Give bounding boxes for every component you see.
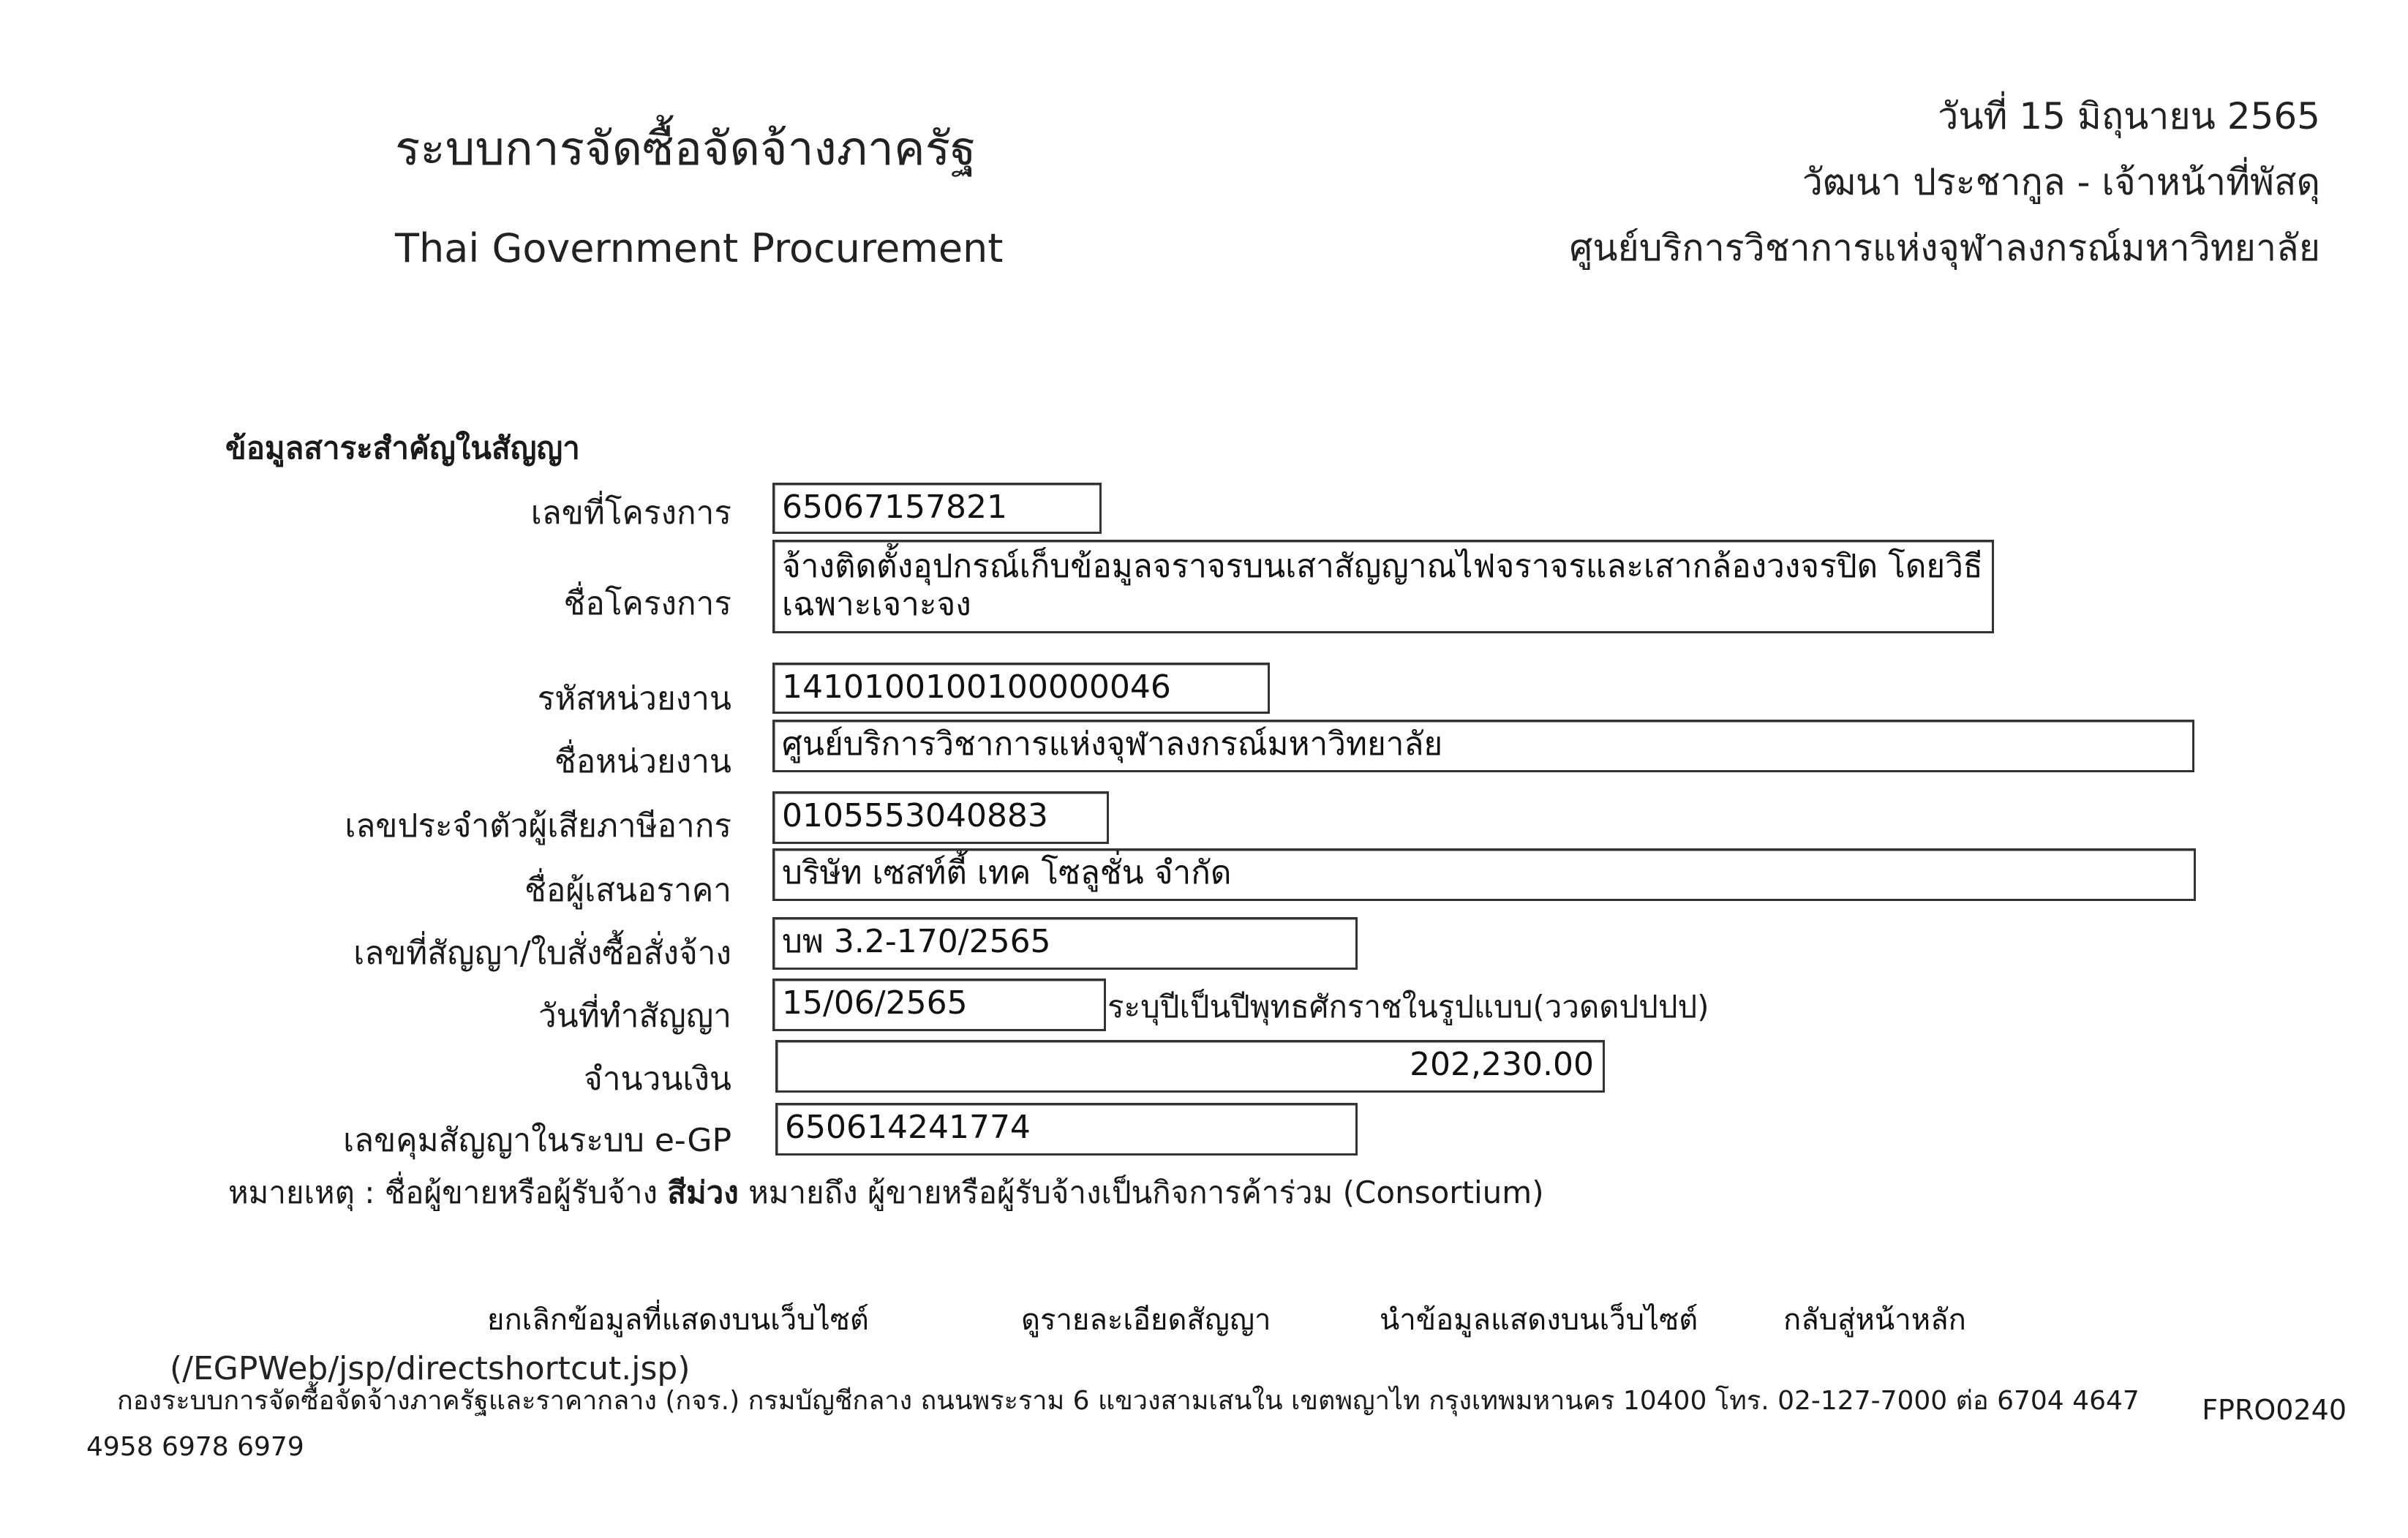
agency-code-field[interactable]: 1410100100100000046 <box>772 663 1270 714</box>
contract-date-field[interactable]: 15/06/2565 <box>772 979 1106 1031</box>
amount-field[interactable]: 202,230.00 <box>775 1040 1605 1093</box>
header-date: วันที่ 15 มิถุนายน 2565 <box>1938 95 2320 137</box>
note-highlight: สีม่วง <box>667 1175 739 1210</box>
form-code: FPRO0240 <box>2202 1394 2347 1426</box>
cancel-display-link[interactable]: ยกเลิกข้อมูลที่แสดงบนเว็บไซต์ <box>487 1303 869 1337</box>
contract-no-label: เลขที่สัญญา/ใบสั่งซื้อสั่งจ้าง <box>353 935 731 972</box>
footer-phone-ext: 4958 6978 6979 <box>86 1432 304 1462</box>
header-department: ศูนย์บริการวิชาการแห่งจุฬาลงกรณ์มหาวิทยาลัย <box>1569 227 2320 269</box>
note-prefix: หมายเหตุ : ชื่อผู้ขายหรือผู้รับจ้าง <box>228 1175 668 1210</box>
egp-no-label: เลขคุมสัญญาในระบบ e-GP <box>343 1122 731 1159</box>
agency-name-field[interactable]: ศูนย์บริการวิชาการแห่งจุฬาลงกรณ์มหาวิทยาลัย <box>772 720 2194 772</box>
system-title-thai: ระบบการจัดซื้อจัดจ้างภาครัฐ <box>395 122 977 176</box>
consortium-note <box>228 1169 1544 1217</box>
section-heading: ข้อมูลสาระสำคัญในสัญญา <box>225 430 580 466</box>
note-suffix: หมายถึง ผู้ขายหรือผู้รับจ้างเป็นกิจการค้าร่วม (Consortium) <box>738 1175 1544 1210</box>
project-name-field[interactable]: จ้างติดตั้งอุปกรณ์เก็บข้อมูลจราจรบนเสาสัญญาณไฟจราจรและเสากล้องวงจรปิด โดยวิธีเฉพาะเจาะจง <box>772 540 1994 633</box>
contract-date-label: วันที่ทำสัญญา <box>538 998 731 1035</box>
tax-id-label: เลขประจำตัวผู้เสียภาษีอากร <box>345 807 731 845</box>
header-user: วัฒนา ประชากูล - เจ้าหน้าที่พัสดุ <box>1802 161 2320 203</box>
amount-label: จำนวนเงิน <box>584 1060 731 1098</box>
publish-display-link[interactable]: นำข้อมูลแสดงบนเว็บไซต์ <box>1380 1303 1698 1337</box>
bidder-name-field[interactable]: บริษัท เซสท์ตี้ เทค โซลูชั่น จำกัด <box>772 848 2196 901</box>
agency-code-label: รหัสหน่วยงาน <box>537 680 731 717</box>
page-url: (/EGPWeb/jsp/directshortcut.jsp) <box>170 1350 691 1387</box>
footer-address: กองระบบการจัดซื้อจัดจ้างภาครัฐและราคากลาง (กจร.) กรมบัญชีกลาง ถนนพระราม 6 แขวงสามเสนใน เขตพญาไท กรุงเทพมหานคร 10400 โทร. 02-127-7000 ต่อ 6704 4647 <box>117 1386 2140 1416</box>
agency-name-label: ชื่อหน่วยงาน <box>554 743 731 780</box>
tax-id-field[interactable]: 0105553040883 <box>772 791 1109 844</box>
contract-date-hint: ระบุปีเป็นปีพุทธศักราชในรูปแบบ(ววดดปปปป) <box>1107 989 1709 1025</box>
contract-no-field[interactable]: บพ 3.2-170/2565 <box>772 917 1358 970</box>
bidder-name-label: ชื่อผู้เสนอราคา <box>524 872 731 909</box>
back-home-link[interactable]: กลับสู่หน้าหลัก <box>1783 1303 1966 1337</box>
system-title-english: Thai Government Procurement <box>395 225 1004 271</box>
project-no-field[interactable]: 65067157821 <box>772 483 1102 534</box>
project-no-label: เลขที่โครงการ <box>530 494 731 532</box>
view-contract-link[interactable]: ดูรายละเอียดสัญญา <box>1021 1303 1271 1337</box>
egp-no-field[interactable]: 650614241774 <box>775 1103 1358 1156</box>
project-name-label: ชื่อโครงการ <box>563 585 731 622</box>
